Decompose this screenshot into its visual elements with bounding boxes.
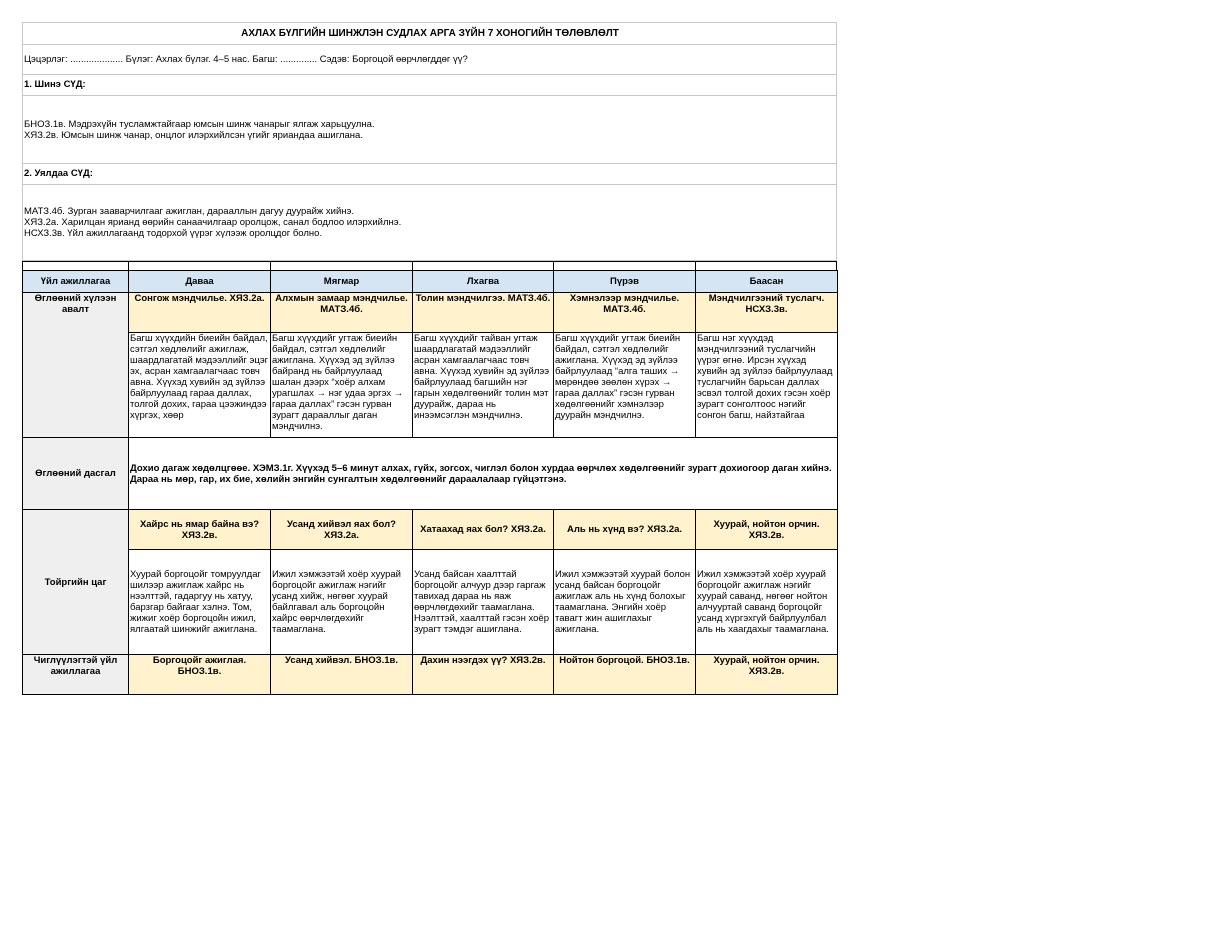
section2-goals	[23, 185, 836, 261]
section2-goal: НСХЗ.3в. Үйл ажиллагаанд тодорхой үүрэг хүлээж оролцдог болно.	[24, 228, 323, 239]
section2-goal: ХЯЗ.2а. Харилцан ярианд өөрийн санаачилгаар оролцож, санал бодлоо илэрхийлнэ.	[24, 217, 402, 228]
section1-goal: ХЯЗ.2в. Юмсын шинж чанар, онцлог илэрхийлсэн үгийг яриандаа ашиглана.	[24, 129, 363, 141]
day-header-tuesday: Мягмар	[271, 271, 413, 293]
row-label-circle: Тойргийн цаг	[23, 510, 129, 655]
table-header-row	[23, 271, 838, 293]
row-label-directed: Чиглүүлэгтэй үйл ажиллагаа	[23, 655, 129, 695]
plan-info: Цэцэрлэг: .................... Бүлэг: Ахлах бүлэг. 4–5 нас. Багш: .............. Сэдэв: Боргоцой өөрчлөгддөг үү?	[23, 45, 836, 75]
activity-title: Хуурай, нойтон орчин. ХЯЗ.2в.	[696, 655, 838, 695]
morning-desc-row	[23, 333, 838, 438]
day-header-friday: Баасан	[696, 271, 838, 293]
activity-description: Багш хүүхдийг угтаж биеийн байдал, сэтгэл хөдлөлийг ажиглана. Хүүхэд эд зүйлээ байранд нь байрлуулаад шалан дээрх “хоёр алхам урагшлах → нэг удаа эргэх → гараа даллах” гэсэн гурван зурагт дарааллыг даган мэндчилнэ.	[271, 333, 413, 438]
activity-title: Хатаахад яах бол? ХЯЗ.2а.	[413, 510, 554, 550]
activity-title: Хэмнэлээр мэндчилье. МАТЗ.4б.	[554, 293, 696, 333]
row-label-exercise: Өглөөний дасгал	[23, 438, 129, 510]
plan-header	[22, 22, 837, 261]
row-label-morning: Өглөөний хүлээн авалт	[23, 293, 129, 438]
section1-goal: БНОЗ.1в. Мэдрэхүйн тусламжтайгаар юмсын шинж чанарыг ялгаж харьцуулна.	[24, 118, 375, 130]
activity-description: Ижил хэмжээтэй хуурай болон усанд байсан боргоцойг ажиглаж аль нь хүнд болохыг таамаглана. Энгийн хоёр тавагт жин ашиглахыг ажиглана.	[554, 550, 696, 655]
exercise-description: Дохио дагаж хөдөлцгөөе. ХЭМЗ.1г. Хүүхэд 5–6 минут алхах, гүйх, зогсох, чиглэл болон хурдаа өөрчлөх хөдөлгөөнийг зурагт дохиогоор даган хийнэ. Дараа нь мөр, гар, их бие, хөлийн энгийн сунгалтын хөдөлгөөнийг дараалалаар гүйцэтгэнэ.	[129, 438, 838, 510]
activity-title: Сонгож мэндчилье. ХЯЗ.2а.	[129, 293, 271, 333]
activity-title: Нойтон боргоцой. БНОЗ.1в.	[554, 655, 696, 695]
section1-title: 1. Шинэ СҮД:	[23, 75, 836, 96]
activity-title: Мэндчилгээний туслагч. НСХЗ.3в.	[696, 293, 838, 333]
activity-title: Усанд хийвэл. БНОЗ.1в.	[271, 655, 413, 695]
section2-title: 2. Уялдаа СҮД:	[23, 164, 836, 185]
section1-goals	[23, 96, 836, 164]
activity-description: Багш хүүхдийг тайван угтаж шаардлагатай мэдээллийг асран хамгаалагчаас товч авна. Хүүхэд хувийн эд зүйлээ байрлуулаад багшийн нэг гарын хөдөлгөөнийг толин мэт дуурайж, дараа нь инээмсэглэн мэндчилнэ.	[413, 333, 554, 438]
section2-goal: МАТЗ.4б. Зурган зааварчилгааг ажиглан, дарааллын дагуу дуурайж хийнэ.	[24, 206, 354, 217]
day-header-monday: Даваа	[129, 271, 271, 293]
activity-description: Багш нэг хүүхдэд мэндчилгээний туслагчийн үүрэг өгнө. Ирсэн хүүхэд хувийн эд зүйлээ байрлуулаад туслагчийн барьсан даллах эсвэл толгой дохих гэсэн хоёр зурагт сонголтоос нэгийг сонгон багш, найзтайгаа	[696, 333, 838, 438]
activity-title: Толин мэндчилгээ. МАТЗ.4б.	[413, 293, 554, 333]
directed-row	[23, 655, 838, 695]
activity-title: Хайрс нь ямар байна вэ? ХЯЗ.2в.	[129, 510, 271, 550]
activity-description: Усанд байсан хаалттай боргоцойг алчуур дээр гаргаж тавихад дараа нь яаж өөрчлөгдөхийг таамаглана. Нээлттэй, хаалттай гэсэн хоёр зурагт тэмдэг ашиглана.	[413, 550, 554, 655]
lesson-plan-sheet	[22, 22, 837, 695]
page-title: АХЛАХ БҮЛГИЙН ШИНЖЛЭН СУДЛАХ АРГА ЗҮЙН 7 ХОНОГИЙН ТӨЛӨВЛӨЛТ	[23, 23, 836, 45]
day-header-thursday: Пүрэв	[554, 271, 696, 293]
activity-title: Алхмын замаар мэндчилье. МАТЗ.4б.	[271, 293, 413, 333]
circle-desc-row	[23, 550, 838, 655]
circle-title-row	[23, 510, 838, 550]
activity-description: Багш хүүхдийг угтаж биеийн байдал, сэтгэл хөдлөлийг ажиглана. Хүүхэд эд зүйлээ байрлуулаад “алга таших → мөрөндөө зөөлөн хүрэх → гараа даллах” гэсэн гурван хөдөлгөөнийг хэмнэлээр дуурайн мэндчилнэ.	[554, 333, 696, 438]
morning-title-row	[23, 293, 838, 333]
activity-title: Дахин нээгдэх үү? ХЯЗ.2в.	[413, 655, 554, 695]
activity-description: Ижил хэмжээтэй хоёр хуурай боргоцойг ажиглаж нэгийг усанд хийж, нөгөөг хуурай байлгавал аль боргоцойн хайрс өөрчлөгдөхийг таамаглана.	[271, 550, 413, 655]
day-header-wednesday: Лхагва	[413, 271, 554, 293]
weekly-plan-table	[22, 270, 838, 695]
activity-title: Боргоцойг ажиглая. БНОЗ.1в.	[129, 655, 271, 695]
activity-description: Ижил хэмжээтэй хоёр хуурай боргоцойг ажиглаж нэгийг хуурай саванд, нөгөөг нойтон алчууртай саванд боргоцойг усанд хүргэхгүй байрлуулбал аль нь хаагдахыг таамаглана.	[696, 550, 838, 655]
activity-title: Усанд хийвэл яах бол? ХЯЗ.2а.	[271, 510, 413, 550]
column-header-activity: Үйл ажиллагаа	[23, 271, 129, 293]
activity-description: Багш хүүхдийн биеийн байдал, сэтгэл хөдлөлийг ажиглаж, шаардлагатай мэдээллийг эцэг эх, асран хамгаалагчаас товч авна. Хүүхэд хувийн эд зүйлээ байрлуулаад гараа даллах, толгой дохих, гараа цээжиндээ хүргэх, хөөр	[129, 333, 271, 438]
activity-title: Аль нь хүнд вэ? ХЯЗ.2а.	[554, 510, 696, 550]
activity-description: Хуурай боргоцойг томруулдаг шилээр ажиглаж хайрс нь нээлттэй, гадаргуу нь хатуу, барзгар байгааг хэлнэ. Том, жижиг хоёр боргоцойн ижил, ялгаатай шинжийг ажиглана.	[129, 550, 271, 655]
activity-title: Хуурай, нойтон орчин. ХЯЗ.2в.	[696, 510, 838, 550]
spacer-row	[22, 261, 837, 270]
exercise-row	[23, 438, 838, 510]
